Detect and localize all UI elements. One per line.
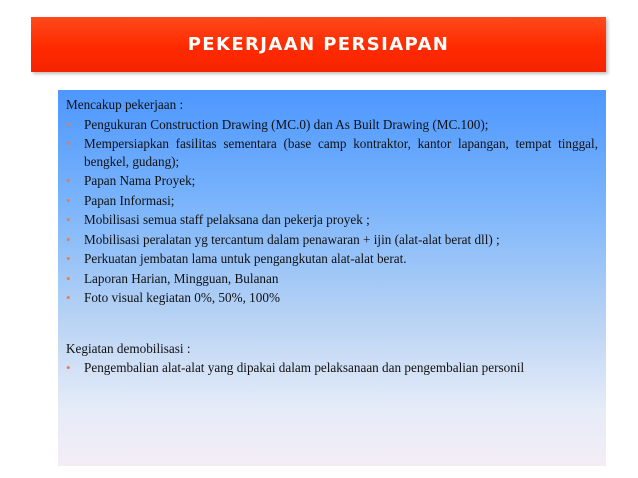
demobilization-list [66, 359, 598, 377]
bullet-icon: • [66, 192, 71, 208]
title-bar [31, 17, 606, 72]
list-item-text: Mobilisasi semua staff pelaksana dan pekerja proyek ; [84, 212, 370, 227]
list-item-text: Pengembalian alat-alat yang dipakai dalam pelaksanaan dan pengembalian personil [84, 360, 525, 375]
list-item [66, 116, 598, 134]
bullet-icon: • [66, 136, 71, 151]
list-item-text: Papan Informasi; [84, 192, 175, 208]
bullet-icon: • [66, 116, 71, 132]
list-item-text: Pengukuran Construction Drawing (MC.0) dan As Built Drawing (MC.100); [84, 116, 489, 132]
bullet-icon: • [66, 251, 71, 266]
list-item-text: Perkuatan jembatan lama untuk pengangkutan alat-alat berat. [84, 251, 407, 266]
bullet-icon: • [66, 270, 71, 286]
bullet-icon: • [66, 173, 71, 188]
list-item-text: Mobilisasi peralatan yg tercantum dalam penawaran + ijin (alat-alat berat dll) ; [84, 231, 500, 247]
bullet-icon: • [66, 360, 71, 375]
list-item [66, 359, 598, 377]
section-heading-scope: Mencakup pekerjaan : [66, 97, 184, 112]
content-box [58, 90, 606, 466]
list-item [66, 250, 598, 268]
section-heading-demobilization: Kegiatan demobilisasi : [66, 340, 191, 356]
list-item [66, 172, 598, 190]
list-item-text: Papan Nama Proyek; [84, 173, 196, 188]
list-item [66, 231, 598, 249]
list-item-text: Foto visual kegiatan 0%, 50%, 100% [84, 290, 280, 305]
bullet-icon: • [66, 231, 71, 247]
scope-list [66, 116, 598, 307]
slide-title: PEKERJAAN PERSIAPAN [187, 34, 450, 55]
bullet-icon: • [66, 290, 71, 305]
list-item-text: Laporan Harian, Mingguan, Bulanan [84, 270, 279, 286]
list-item [66, 270, 598, 288]
bullet-icon: • [66, 212, 71, 227]
list-item [66, 289, 598, 307]
list-item [66, 192, 598, 210]
list-item-text: Mempersiapkan fasilitas sementara (base camp kontraktor, kantor lapangan, tempat tinggal, bengkel, gudang); [84, 136, 598, 169]
list-item [66, 211, 598, 229]
list-item [66, 135, 598, 170]
